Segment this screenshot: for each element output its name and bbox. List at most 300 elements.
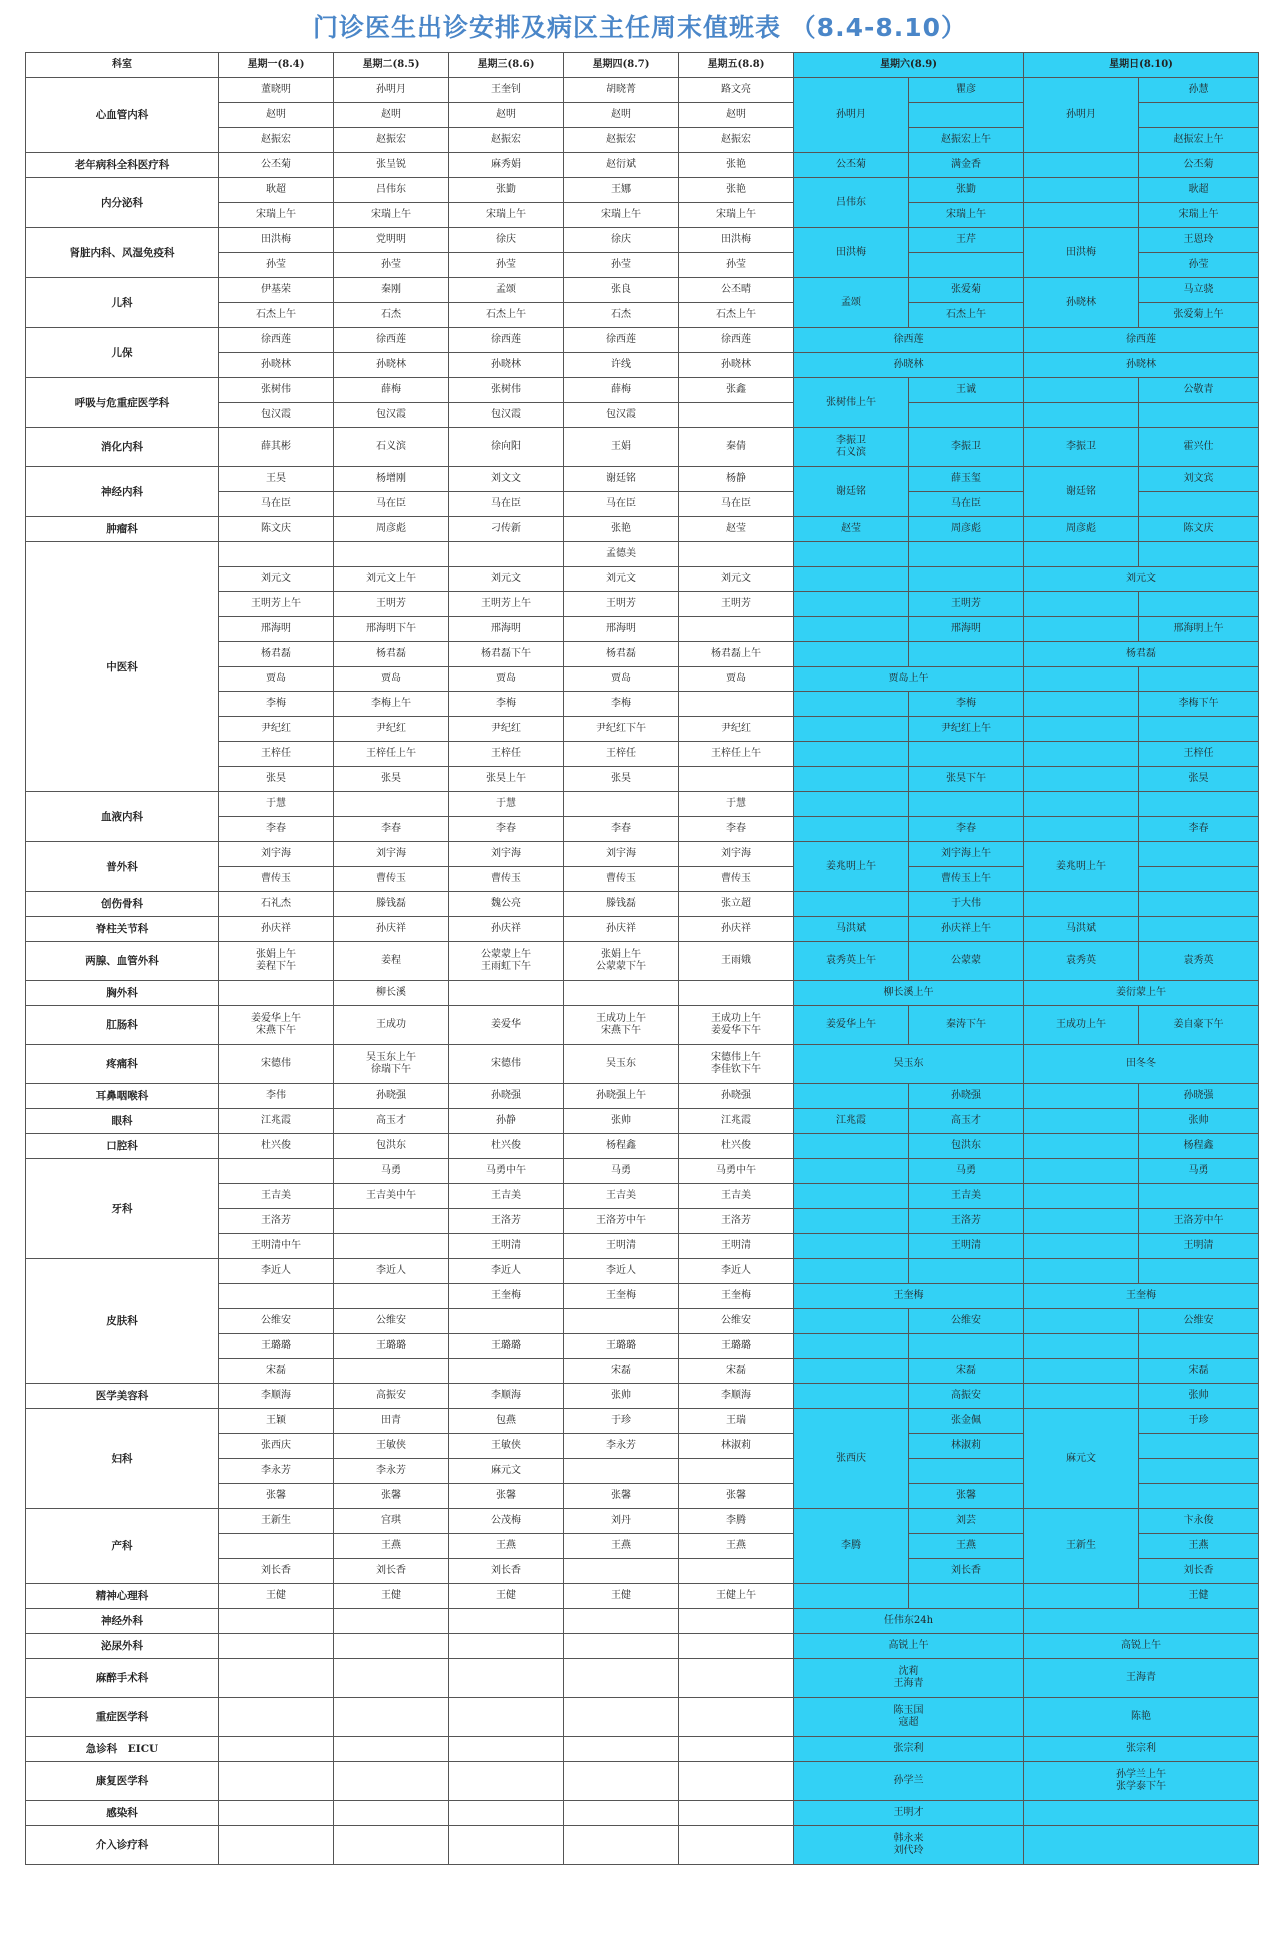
weekday-cell: 刘宇海 bbox=[449, 842, 564, 867]
weekend-cell: 包洪东 bbox=[909, 1134, 1024, 1159]
weekend-cell: 吕伟东 bbox=[794, 178, 909, 228]
weekday-cell: 刘元文上午 bbox=[334, 567, 449, 592]
weekday-cell: 王奎梅 bbox=[564, 1284, 679, 1309]
weekend-cell: 张宗利 bbox=[1024, 1737, 1259, 1762]
weekend-cell: 王健 bbox=[1139, 1584, 1259, 1609]
weekday-cell: 王吉美 bbox=[679, 1184, 794, 1209]
schedule-row bbox=[26, 892, 1259, 917]
weekday-cell bbox=[679, 1737, 794, 1762]
weekday-cell: 徐西莲 bbox=[219, 328, 334, 353]
weekday-cell: 赵明 bbox=[564, 103, 679, 128]
weekend-cell bbox=[1024, 817, 1139, 842]
schedule-row bbox=[26, 1584, 1259, 1609]
weekend-cell: 徐西莲 bbox=[794, 328, 1024, 353]
weekday-cell: 孙明月 bbox=[334, 78, 449, 103]
weekday-cell: 石杰 bbox=[334, 303, 449, 328]
weekday-cell: 公蒙蒙上午 王雨虹下午 bbox=[449, 942, 564, 981]
weekend-cell: 袁秀英 bbox=[1024, 942, 1139, 981]
weekday-cell: 江兆霞 bbox=[219, 1109, 334, 1134]
weekday-cell: 马在臣 bbox=[219, 492, 334, 517]
schedule-row bbox=[26, 942, 1259, 981]
weekend-cell bbox=[1024, 1826, 1259, 1865]
department-name: 老年病科全科医疗科 bbox=[26, 153, 219, 178]
schedule-row bbox=[26, 1762, 1259, 1801]
schedule-table bbox=[25, 52, 1259, 1865]
weekday-cell bbox=[679, 981, 794, 1006]
weekend-cell bbox=[1024, 1084, 1139, 1109]
weekday-cell: 姜程 bbox=[334, 942, 449, 981]
department-name: 耳鼻咽喉科 bbox=[26, 1084, 219, 1109]
weekday-cell: 宋瑞上午 bbox=[564, 203, 679, 228]
weekday-cell: 李春 bbox=[679, 817, 794, 842]
department-name: 肛肠科 bbox=[26, 1006, 219, 1045]
department-name: 消化内科 bbox=[26, 428, 219, 467]
weekend-cell bbox=[794, 692, 909, 717]
weekend-cell: 孙学兰上午 张学泰下午 bbox=[1024, 1762, 1259, 1801]
weekday-cell: 赵明 bbox=[219, 103, 334, 128]
schedule-row bbox=[26, 378, 1259, 403]
weekend-cell: 江兆霞 bbox=[794, 1109, 909, 1134]
weekend-cell bbox=[909, 1259, 1024, 1284]
weekend-cell bbox=[1139, 1259, 1259, 1284]
department-name: 医学美容科 bbox=[26, 1384, 219, 1409]
weekday-cell: 公维安 bbox=[219, 1309, 334, 1334]
department-name: 中医科 bbox=[26, 542, 219, 792]
weekday-cell: 李近人 bbox=[219, 1259, 334, 1284]
weekday-cell: 吴玉东上午 徐瑞下午 bbox=[334, 1045, 449, 1084]
department-name: 精神心理科 bbox=[26, 1584, 219, 1609]
weekday-cell: 宋德伟上午 李佳钦下午 bbox=[679, 1045, 794, 1084]
weekend-cell bbox=[794, 1359, 909, 1384]
department-name: 介入诊疗科 bbox=[26, 1826, 219, 1865]
weekend-cell: 宋瑞上午 bbox=[909, 203, 1024, 228]
weekday-cell: 王健 bbox=[564, 1584, 679, 1609]
weekday-cell: 刘文文 bbox=[449, 467, 564, 492]
weekend-cell: 袁秀英 bbox=[1139, 942, 1259, 981]
weekday-cell: 赵莹 bbox=[679, 517, 794, 542]
weekday-cell: 徐西莲 bbox=[679, 328, 794, 353]
weekend-cell: 孙庆祥上午 bbox=[909, 917, 1024, 942]
weekday-cell: 宋磊 bbox=[564, 1359, 679, 1384]
weekday-cell: 尹纪红 bbox=[679, 717, 794, 742]
schedule-row bbox=[26, 278, 1259, 303]
weekday-cell: 徐向阳 bbox=[449, 428, 564, 467]
weekend-cell: 周彦彪 bbox=[909, 517, 1024, 542]
weekday-cell bbox=[219, 1698, 334, 1737]
weekend-cell: 李春 bbox=[909, 817, 1024, 842]
weekday-cell: 杨君磊上午 bbox=[679, 642, 794, 667]
weekend-cell bbox=[1139, 842, 1259, 867]
weekend-cell: 刘元文 bbox=[1024, 567, 1259, 592]
weekend-cell bbox=[1024, 792, 1139, 817]
weekday-cell: 孙莹 bbox=[449, 253, 564, 278]
weekday-cell bbox=[219, 1609, 334, 1634]
department-name: 儿保 bbox=[26, 328, 219, 378]
weekday-cell: 刘元文 bbox=[564, 567, 679, 592]
weekend-cell: 田洪梅 bbox=[794, 228, 909, 278]
weekday-cell: 张艳 bbox=[679, 153, 794, 178]
weekend-cell: 王芹 bbox=[909, 228, 1024, 253]
weekday-cell bbox=[449, 1359, 564, 1384]
weekday-cell: 曹传玉 bbox=[564, 867, 679, 892]
weekday-cell: 马勇中午 bbox=[449, 1159, 564, 1184]
weekend-cell bbox=[794, 742, 909, 767]
weekday-cell bbox=[679, 1459, 794, 1484]
weekday-cell: 江兆霞 bbox=[679, 1109, 794, 1134]
weekend-cell: 公蒙蒙 bbox=[909, 942, 1024, 981]
weekend-cell: 张勤 bbox=[909, 178, 1024, 203]
weekday-cell: 王奎梅 bbox=[679, 1284, 794, 1309]
weekend-cell bbox=[909, 792, 1024, 817]
weekday-cell: 宋德伟 bbox=[219, 1045, 334, 1084]
weekday-cell: 李顺海 bbox=[679, 1384, 794, 1409]
weekday-cell: 孙晓强上午 bbox=[564, 1084, 679, 1109]
weekday-cell: 张昊 bbox=[219, 767, 334, 792]
weekday-cell: 刘长香 bbox=[334, 1559, 449, 1584]
department-name: 牙科 bbox=[26, 1159, 219, 1259]
weekend-cell: 王明清 bbox=[909, 1234, 1024, 1259]
weekday-cell bbox=[564, 1459, 679, 1484]
weekend-cell: 公丕菊 bbox=[1139, 153, 1259, 178]
weekend-cell: 王奎梅 bbox=[1024, 1284, 1259, 1309]
weekend-cell bbox=[1024, 378, 1139, 403]
weekday-cell: 曹传玉 bbox=[219, 867, 334, 892]
weekday-cell: 曹传玉 bbox=[679, 867, 794, 892]
weekend-cell: 刘芸 bbox=[909, 1509, 1024, 1534]
department-name: 急诊科 EICU bbox=[26, 1737, 219, 1762]
weekday-cell: 尹纪红 bbox=[334, 717, 449, 742]
weekend-cell bbox=[1139, 542, 1259, 567]
schedule-row bbox=[26, 1409, 1259, 1434]
weekday-cell: 王吉美 bbox=[449, 1184, 564, 1209]
weekday-cell: 王雨娥 bbox=[679, 942, 794, 981]
weekend-cell bbox=[909, 253, 1024, 278]
weekend-cell bbox=[1139, 1434, 1259, 1459]
weekend-cell bbox=[1024, 1184, 1139, 1209]
weekend-cell: 田冬冬 bbox=[1024, 1045, 1259, 1084]
weekend-cell: 王明芳 bbox=[909, 592, 1024, 617]
weekday-cell: 杨君磊 bbox=[219, 642, 334, 667]
weekday-cell: 姜爱华 bbox=[449, 1006, 564, 1045]
weekday-cell: 赵振宏 bbox=[679, 128, 794, 153]
weekday-cell bbox=[564, 981, 679, 1006]
weekday-cell: 王明芳上午 bbox=[449, 592, 564, 617]
weekday-cell: 李顺海 bbox=[449, 1384, 564, 1409]
schedule-row bbox=[26, 1159, 1259, 1184]
department-name: 肾脏内科、风湿免疫科 bbox=[26, 228, 219, 278]
weekend-cell bbox=[1139, 792, 1259, 817]
weekday-cell: 王明芳 bbox=[334, 592, 449, 617]
schedule-row bbox=[26, 1084, 1259, 1109]
weekend-cell bbox=[794, 1159, 909, 1184]
weekend-cell: 徐西莲 bbox=[1024, 328, 1259, 353]
weekend-cell bbox=[1139, 1184, 1259, 1209]
weekend-cell bbox=[794, 1259, 909, 1284]
weekday-cell: 王燕 bbox=[334, 1534, 449, 1559]
weekday-cell: 周彦彪 bbox=[334, 517, 449, 542]
weekday-cell: 刘丹 bbox=[564, 1509, 679, 1534]
weekend-cell: 姜兆明上午 bbox=[1024, 842, 1139, 892]
weekday-cell: 张勤 bbox=[449, 178, 564, 203]
weekend-cell bbox=[794, 1184, 909, 1209]
department-name: 口腔科 bbox=[26, 1134, 219, 1159]
weekend-cell: 马在臣 bbox=[909, 492, 1024, 517]
weekend-cell: 刘宇海上午 bbox=[909, 842, 1024, 867]
weekend-cell: 谢廷铭 bbox=[794, 467, 909, 517]
weekday-cell: 党明明 bbox=[334, 228, 449, 253]
weekday-cell: 王梓任上午 bbox=[334, 742, 449, 767]
weekend-cell: 王燕 bbox=[909, 1534, 1024, 1559]
weekday-cell: 孙晓林 bbox=[679, 353, 794, 378]
weekday-cell: 于慧 bbox=[679, 792, 794, 817]
weekday-cell bbox=[564, 1609, 679, 1634]
weekday-cell bbox=[564, 1801, 679, 1826]
weekend-cell: 公丕菊 bbox=[794, 153, 909, 178]
weekday-cell bbox=[679, 1826, 794, 1865]
weekday-cell: 吴玉东 bbox=[564, 1045, 679, 1084]
schedule-row bbox=[26, 1801, 1259, 1826]
weekday-cell bbox=[679, 767, 794, 792]
weekend-cell: 谢廷铭 bbox=[1024, 467, 1139, 517]
weekday-cell: 孙晓林 bbox=[334, 353, 449, 378]
weekday-cell: 张树伟 bbox=[219, 378, 334, 403]
weekday-cell: 宋瑞上午 bbox=[219, 203, 334, 228]
weekday-cell: 于慧 bbox=[449, 792, 564, 817]
weekend-cell bbox=[1024, 667, 1139, 692]
weekend-cell: 杨程鑫 bbox=[1139, 1134, 1259, 1159]
weekday-cell: 包燕 bbox=[449, 1409, 564, 1434]
weekday-cell: 徐西莲 bbox=[334, 328, 449, 353]
weekday-cell bbox=[679, 617, 794, 642]
weekday-cell: 贾岛 bbox=[679, 667, 794, 692]
department-name: 血液内科 bbox=[26, 792, 219, 842]
weekend-cell bbox=[1024, 1109, 1139, 1134]
weekend-cell: 刘长香 bbox=[909, 1559, 1024, 1584]
weekend-cell: 高锐上午 bbox=[794, 1634, 1024, 1659]
weekend-cell bbox=[1024, 1234, 1139, 1259]
weekday-cell: 路文亮 bbox=[679, 78, 794, 103]
weekday-cell bbox=[219, 1762, 334, 1801]
weekday-cell: 孙晓林 bbox=[449, 353, 564, 378]
weekday-cell: 吕伟东 bbox=[334, 178, 449, 203]
weekday-cell bbox=[449, 1801, 564, 1826]
weekend-cell: 张西庆 bbox=[794, 1409, 909, 1509]
weekday-cell: 尹纪红下午 bbox=[564, 717, 679, 742]
department-name: 感染科 bbox=[26, 1801, 219, 1826]
weekday-cell: 刘宇海 bbox=[334, 842, 449, 867]
weekday-cell: 王吉美中午 bbox=[334, 1184, 449, 1209]
weekday-cell bbox=[564, 1826, 679, 1865]
weekday-cell: 王璐璐 bbox=[334, 1334, 449, 1359]
weekend-cell: 于大伟 bbox=[909, 892, 1024, 917]
weekday-cell: 孙静 bbox=[449, 1109, 564, 1134]
weekday-cell: 邢海明 bbox=[564, 617, 679, 642]
weekend-cell: 秦涛下午 bbox=[909, 1006, 1024, 1045]
weekend-cell: 孙晓强 bbox=[1139, 1084, 1259, 1109]
weekday-cell bbox=[564, 1737, 679, 1762]
weekend-cell: 姜衍蒙上午 bbox=[1024, 981, 1259, 1006]
weekday-cell bbox=[334, 1209, 449, 1234]
weekend-cell bbox=[1139, 103, 1259, 128]
weekday-cell: 王娜 bbox=[564, 178, 679, 203]
weekday-cell: 秦倩 bbox=[679, 428, 794, 467]
weekend-cell bbox=[794, 592, 909, 617]
weekend-cell: 李春 bbox=[1139, 817, 1259, 842]
weekday-cell: 包汉霞 bbox=[564, 403, 679, 428]
weekday-cell: 孟德美 bbox=[564, 542, 679, 567]
weekday-cell: 刁传新 bbox=[449, 517, 564, 542]
weekday-cell: 柳长溪 bbox=[334, 981, 449, 1006]
weekend-cell bbox=[1139, 667, 1259, 692]
weekday-cell bbox=[219, 981, 334, 1006]
weekday-cell: 杨静 bbox=[679, 467, 794, 492]
weekday-cell: 王瑞 bbox=[679, 1409, 794, 1434]
weekend-cell: 邢海明 bbox=[909, 617, 1024, 642]
weekday-cell: 邢海明 bbox=[449, 617, 564, 642]
weekday-cell: 李春 bbox=[449, 817, 564, 842]
weekday-cell: 李近人 bbox=[679, 1259, 794, 1284]
weekend-cell bbox=[794, 1309, 909, 1334]
weekend-cell: 满金香 bbox=[909, 153, 1024, 178]
weekday-cell: 王成功 bbox=[334, 1006, 449, 1045]
weekday-cell: 石杰上午 bbox=[219, 303, 334, 328]
weekend-cell bbox=[794, 1134, 909, 1159]
weekend-cell: 张帅 bbox=[1139, 1384, 1259, 1409]
weekend-cell: 陈艳 bbox=[1024, 1698, 1259, 1737]
weekend-cell bbox=[1024, 1159, 1139, 1184]
weekday-cell: 张帅 bbox=[564, 1384, 679, 1409]
schedule-row bbox=[26, 517, 1259, 542]
weekday-cell bbox=[219, 1159, 334, 1184]
weekday-cell: 王明芳 bbox=[679, 592, 794, 617]
weekend-cell: 高玉才 bbox=[909, 1109, 1024, 1134]
department-name: 麻醉手术科 bbox=[26, 1659, 219, 1698]
weekday-cell: 李永芳 bbox=[219, 1459, 334, 1484]
weekday-cell: 王娟 bbox=[564, 428, 679, 467]
weekday-cell: 石杰上午 bbox=[679, 303, 794, 328]
weekday-cell: 张良 bbox=[564, 278, 679, 303]
weekday-cell: 李梅 bbox=[564, 692, 679, 717]
weekend-cell: 王海青 bbox=[1024, 1659, 1259, 1698]
weekend-cell: 王梓任 bbox=[1139, 742, 1259, 767]
weekday-cell bbox=[679, 403, 794, 428]
department-name: 胸外科 bbox=[26, 981, 219, 1006]
weekday-cell: 赵振宏 bbox=[564, 128, 679, 153]
weekend-cell bbox=[909, 742, 1024, 767]
weekend-cell bbox=[909, 1334, 1024, 1359]
weekday-cell bbox=[334, 1737, 449, 1762]
weekend-cell: 王诚 bbox=[909, 378, 1024, 403]
header-mon: 星期一(8.4) bbox=[219, 53, 334, 78]
weekend-cell bbox=[794, 1384, 909, 1409]
weekend-cell: 张爱菊上午 bbox=[1139, 303, 1259, 328]
department-name: 眼科 bbox=[26, 1109, 219, 1134]
weekday-cell: 贾岛 bbox=[564, 667, 679, 692]
weekend-cell: 公维安 bbox=[909, 1309, 1024, 1334]
weekend-cell: 张昊下午 bbox=[909, 767, 1024, 792]
weekend-cell: 王洛芳 bbox=[909, 1209, 1024, 1234]
weekday-cell: 贾岛 bbox=[219, 667, 334, 692]
weekday-cell: 李永芳 bbox=[564, 1434, 679, 1459]
weekday-cell: 麻元文 bbox=[449, 1459, 564, 1484]
weekday-cell: 尹纪红 bbox=[219, 717, 334, 742]
weekday-cell: 王奎钊 bbox=[449, 78, 564, 103]
weekday-cell: 马在臣 bbox=[334, 492, 449, 517]
header-row bbox=[26, 53, 1259, 78]
schedule-row bbox=[26, 78, 1259, 103]
weekend-cell: 王燕 bbox=[1139, 1534, 1259, 1559]
weekend-cell: 马勇 bbox=[1139, 1159, 1259, 1184]
weekend-cell: 沈莉 王海青 bbox=[794, 1659, 1024, 1698]
weekend-cell bbox=[1139, 492, 1259, 517]
schedule-body bbox=[26, 78, 1259, 1865]
weekday-cell bbox=[564, 1559, 679, 1584]
weekday-cell: 张鑫 bbox=[679, 378, 794, 403]
department-name: 呼吸与危重症医学科 bbox=[26, 378, 219, 428]
schedule-row bbox=[26, 1609, 1259, 1634]
weekday-cell: 李近人 bbox=[449, 1259, 564, 1284]
weekday-cell: 滕钱磊 bbox=[564, 892, 679, 917]
weekday-cell bbox=[334, 1359, 449, 1384]
weekday-cell: 张昊上午 bbox=[449, 767, 564, 792]
schedule-row bbox=[26, 842, 1259, 867]
weekday-cell: 王洛芳 bbox=[449, 1209, 564, 1234]
weekday-cell bbox=[219, 1801, 334, 1826]
weekday-cell: 孙庆祥 bbox=[449, 917, 564, 942]
weekday-cell: 徐西莲 bbox=[564, 328, 679, 353]
header-sun: 星期日(8.10) bbox=[1024, 53, 1259, 78]
weekend-cell bbox=[1139, 1334, 1259, 1359]
weekend-cell bbox=[1139, 917, 1259, 942]
weekday-cell: 公茂梅 bbox=[449, 1509, 564, 1534]
weekend-cell bbox=[794, 642, 909, 667]
schedule-row bbox=[26, 467, 1259, 492]
schedule-row bbox=[26, 1698, 1259, 1737]
weekday-cell bbox=[679, 1609, 794, 1634]
schedule-row bbox=[26, 178, 1259, 203]
department-name: 神经内科 bbox=[26, 467, 219, 517]
weekend-cell: 王明清 bbox=[1139, 1234, 1259, 1259]
weekday-cell bbox=[449, 1698, 564, 1737]
weekday-cell: 于珍 bbox=[564, 1409, 679, 1434]
weekend-cell: 于珍 bbox=[1139, 1409, 1259, 1434]
header-fri: 星期五(8.8) bbox=[679, 53, 794, 78]
weekday-cell: 王洛芳 bbox=[219, 1209, 334, 1234]
weekend-cell: 宋瑞上午 bbox=[1139, 203, 1259, 228]
weekday-cell bbox=[564, 1659, 679, 1698]
schedule-row bbox=[26, 328, 1259, 353]
weekday-cell: 孙莹 bbox=[564, 253, 679, 278]
weekday-cell: 邢海明下午 bbox=[334, 617, 449, 642]
weekday-cell: 徐庆 bbox=[449, 228, 564, 253]
weekend-cell bbox=[1024, 1609, 1259, 1634]
weekday-cell: 马在臣 bbox=[679, 492, 794, 517]
weekday-cell: 秦刚 bbox=[334, 278, 449, 303]
weekend-cell: 吴玉东 bbox=[794, 1045, 1024, 1084]
weekend-cell: 张馨 bbox=[909, 1484, 1024, 1509]
weekday-cell: 孙晓林 bbox=[219, 353, 334, 378]
weekend-cell bbox=[794, 1084, 909, 1109]
weekday-cell: 田青 bbox=[334, 1409, 449, 1434]
weekday-cell: 谢廷铭 bbox=[564, 467, 679, 492]
weekday-cell: 王梓任上午 bbox=[679, 742, 794, 767]
weekend-cell: 孙晓林 bbox=[1024, 278, 1139, 328]
weekday-cell: 王明清 bbox=[449, 1234, 564, 1259]
weekend-cell bbox=[794, 817, 909, 842]
weekend-cell: 张宗利 bbox=[794, 1737, 1024, 1762]
header-thu: 星期四(8.7) bbox=[564, 53, 679, 78]
weekday-cell: 赵振宏 bbox=[219, 128, 334, 153]
